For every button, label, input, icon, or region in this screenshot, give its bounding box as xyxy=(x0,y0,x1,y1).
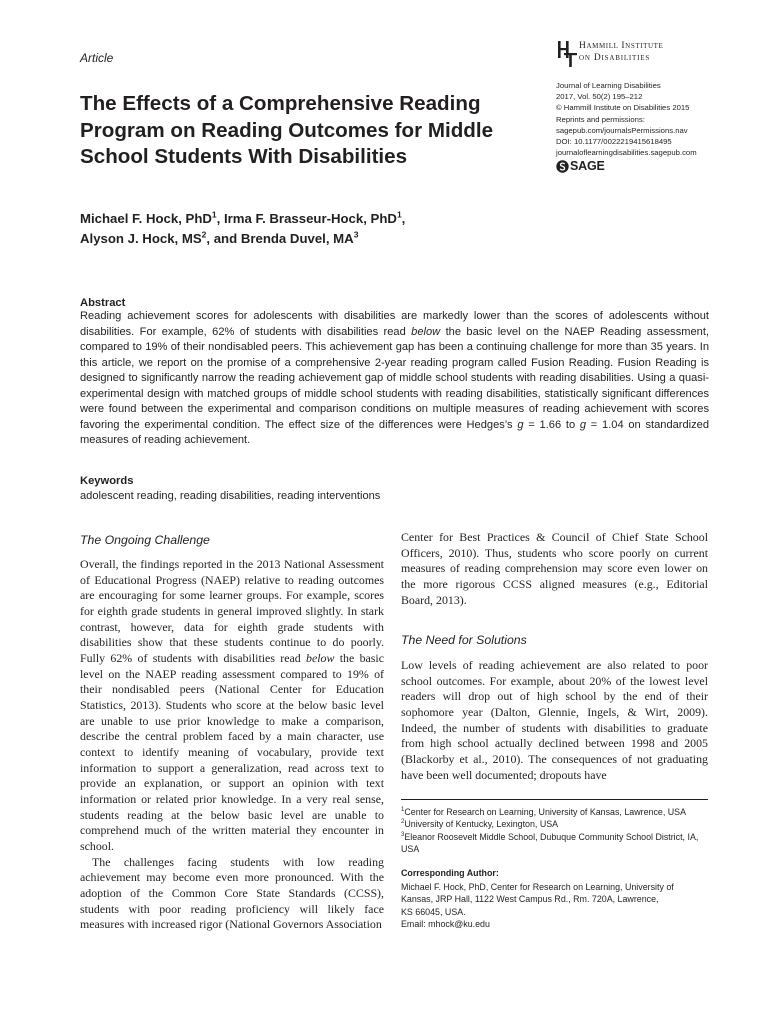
abstract-text-part: the basic level on the NAEP Reading assessment, compared to 19% of their nondisabled peers. This achievement gap has been a continuing challenge for more than 35 years. In this article, we report on the promise of a comprehensive 2-year reading program called Fusion Reading. Fusion Reading is designed to significantly narrow the reading achievement gap of middle school students with reading disabilities. Using a quasi-experimental design with matched groups of middle school students with reading disabilities, statistically significant differences were found between the experimental and comparison conditions on multiple measures of reading achievement with scores favoring the experimental condition. The effect size of the differences were Hedges’s xyxy=(80,325,709,431)
journal-website-link[interactable]: journaloflearningdisabilities.sagepub.com xyxy=(556,148,697,158)
keywords-heading: Keywords xyxy=(80,475,134,487)
affiliation-number: 3 xyxy=(401,831,405,838)
affiliation-item xyxy=(401,831,711,856)
author-separator: , and xyxy=(206,231,241,246)
hammill-institute-logo xyxy=(556,40,706,70)
sage-s-icon xyxy=(556,160,569,173)
author-affiliation-marker: 2 xyxy=(201,229,207,240)
body-paragraph xyxy=(80,557,384,855)
logo-text-line2: on Disabilities xyxy=(579,53,651,63)
body-column-left xyxy=(80,557,384,933)
affiliation-number: 1 xyxy=(401,807,405,814)
section-heading-ongoing-challenge: The Ongoing Challenge xyxy=(80,533,210,547)
affiliation-item xyxy=(401,806,711,818)
paragraph-text: Overall, the findings reported in the 2013 National Assessment of Educational Progress (NAEP) relative to reading outcomes are encouraging for some learner groups. For example, scores for eighth grade students in general improved slightly. In stark contrast, however, data for eighth grade students with disabilities show that these students continue to do poorly. Fully 62% of students with disabilities read xyxy=(80,557,384,666)
abstract-variable: g xyxy=(579,418,587,431)
logo-text-line1: Hammill Institute xyxy=(579,41,664,51)
abstract-text xyxy=(80,309,709,449)
author-affiliation-marker: 1 xyxy=(211,209,217,220)
journal-info-block xyxy=(556,80,736,158)
hi-monogram-icon xyxy=(556,41,578,67)
corresponding-author-heading: Corresponding Author: xyxy=(401,868,499,878)
keywords-list: adolescent reading, reading disabilities, reading interventions xyxy=(80,490,381,502)
corresponding-author-line: Kansas, JRP Hall, 1122 West Campus Rd., Rm. 720A, Lawrence, xyxy=(401,894,659,905)
abstract-variable: g xyxy=(517,418,524,431)
affiliation-number: 2 xyxy=(401,819,405,826)
article-type-label: Article xyxy=(80,51,114,65)
abstract-text-part: Reading achievement scores for adolescents with disabilities are markedly lower than the scores of adolescents without disabilities. For example, 62% of students with disabilities read xyxy=(80,310,709,338)
corresponding-author-details xyxy=(401,881,701,931)
doi-text[interactable]: DOI: 10.1177/0022219415618495 xyxy=(556,137,672,147)
sage-logo xyxy=(556,159,605,173)
affiliation-text: Eleanor Roosevelt Middle School, Dubuque Community School District, IA, USA xyxy=(401,831,699,855)
corresponding-author-line: Michael F. Hock, PhD, Center for Research on Learning, University of xyxy=(401,882,674,892)
body-paragraph: Low levels of reading achievement are also related to poor school outcomes. For example, about 20% of the lowest level readers will drop out of high school by the end of their sophomore year (Dalton, Glennie, Ingels, & Wirt, 2009). Indeed, the number of students with disabilities to graduate from high school actually declined between 1998 and 2005 (Blackorby et al., 2010). The consequences of not graduating have been well documented; dropouts have xyxy=(401,658,708,782)
journal-name: Journal of Learning Disabilities xyxy=(556,81,661,90)
affiliation-text: University of Kentucky, Lexington, USA xyxy=(404,819,559,830)
author-affiliation-marker: 3 xyxy=(353,229,359,240)
sage-label: SAGE xyxy=(570,159,605,173)
affiliation-item xyxy=(401,818,711,830)
abstract-text-part: = 1.66 to xyxy=(523,418,580,431)
section-heading-need-for-solutions: The Need for Solutions xyxy=(401,633,527,647)
abstract-text-part: = 1.04 on standardized measures of reading achievement. xyxy=(80,418,709,446)
author-separator: , xyxy=(216,211,224,226)
corresponding-author-line: KS 66045, USA. xyxy=(401,906,466,917)
body-column-right xyxy=(401,658,708,783)
author-name: Brenda Duvel, MA xyxy=(240,231,354,246)
author-name: Irma F. Brasseur-Hock, PhD xyxy=(223,211,397,226)
body-column-right-continued xyxy=(401,530,708,608)
author-name: Michael F. Hock, PhD xyxy=(80,211,212,226)
abstract-emphasis: below xyxy=(411,325,441,338)
journal-copyright: © Hammill Institute on Disabilities 2015 xyxy=(556,103,690,113)
affiliation-text: Center for Research on Learning, University of Kansas, Lawrence, USA xyxy=(404,807,687,817)
article-title: The Effects of a Comprehensive Reading Program on Reading Outcomes for Middle School Students With Disabilities xyxy=(80,92,494,168)
body-paragraph: The challenges facing students with low reading achievement may become even more pronounced. With the adoption of the Common Core State Standards (CCSS), students with poor reading proficiency will likely face measures with increased rigor (National Governors Association xyxy=(80,854,384,932)
author-name: Alyson J. Hock, MS xyxy=(80,231,202,246)
author-affiliation-marker: 1 xyxy=(396,209,402,220)
corresponding-author-email[interactable]: Email: mhock@ku.edu xyxy=(401,919,490,930)
paragraph-emphasis: below xyxy=(306,651,335,666)
body-paragraph: Center for Best Practices & Council of Chief State School Officers, 2010). Thus, students who score poorly on current measures of reading comprehension may score even lower on the more rigorous CCSS aligned measures (e.g., Editorial Board, 2013). xyxy=(401,530,708,607)
footnote-divider xyxy=(401,799,708,800)
reprints-label: Reprints and permissions: xyxy=(556,114,645,124)
author-separator: , xyxy=(401,211,406,226)
author-list xyxy=(80,209,550,249)
affiliations-block xyxy=(401,806,711,856)
abstract-heading: Abstract xyxy=(80,297,126,309)
permissions-link[interactable]: sagepub.com/journalsPermissions.nav xyxy=(556,125,688,135)
paragraph-text: the basic level on the NAEP reading assessment compared to 19% of their nondisabled peers (National Center for Education Statistics, 2013). Students who score at the below basic level are unable to use prior knowledge to make a comparison, describe the central problem faced by a main character, use context to identify meaning of vocabulary, provide text information to support a generalization, read across text to provide an explanation, or support an opinion with text information or related prior knowledge. In a very real sense, students reading at the below basic level are unable to comprehend much of the written material they encounter in school. xyxy=(80,651,385,854)
journal-volume: 2017, Vol. 50(2) 195–212 xyxy=(556,92,643,102)
